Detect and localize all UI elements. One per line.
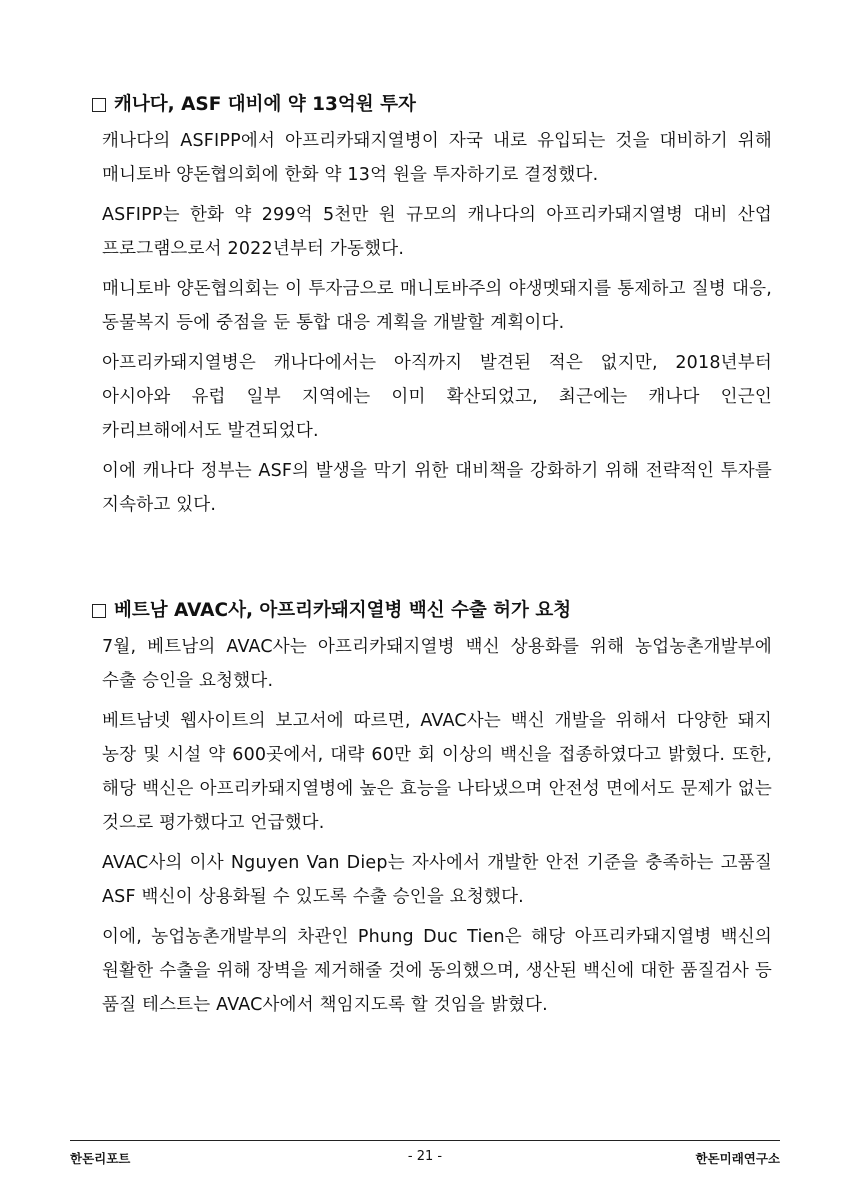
paragraph: 이에 캐나다 정부는 ASF의 발생을 막기 위한 대비책을 강화하기 위해 전략적인 투자를 지속하고 있다. <box>102 461 772 515</box>
footer-organization: 한돈미래연구소 <box>695 1151 780 1166</box>
paragraph: AVAC사의 이사 Nguyen Van Diep는 자사에서 개발한 안전 기준을 충족하는 고품질 ASF 백신이 상용화될 수 있도록 수출 승인을 요청했다. <box>102 853 772 907</box>
section-heading-text: 베트남 AVAC사, 아프리카돼지열병 백신 수출 허가 요청 <box>114 600 572 621</box>
section-heading <box>92 90 772 120</box>
paragraph: 아프리카돼지열병은 캐나다에서는 아직까지 발견된 적은 없지만, 2018년부터 아시아와 유럽 일부 지역에는 이미 확산되었고, 최근에는 캐나다 인근인 카리브해에서도 발견되었다. <box>102 353 772 441</box>
section-vietnam <box>92 596 772 1028</box>
page-number: - 21 - <box>407 1149 443 1164</box>
section-heading <box>92 596 772 626</box>
checkbox-bullet-icon <box>92 604 106 618</box>
paragraph: 베트남넷 웹사이트의 보고서에 따르면, AVAC사는 백신 개발을 위해서 다양한 돼지 농장 및 시설 약 600곳에서, 대략 60만 회 이상의 백신을 접종하였다고 밝혔다. 또한, 해당 백신은 아프리카돼지열병에 높은 효능을 나타냈으며 안전성 면에서도 문제가 없는 것으로 평가했다고 언급했다. <box>102 711 772 833</box>
footer-publication: 한돈리포트 <box>70 1151 131 1166</box>
paragraph: ASFIPP는 한화 약 299억 5천만 원 규모의 캐나다의 아프리카돼지열병 대비 산업 프로그램으로서 2022년부터 가동했다. <box>102 205 772 259</box>
checkbox-bullet-icon <box>92 98 106 112</box>
paragraph: 7월, 베트남의 AVAC사는 아프리카돼지열병 백신 상용화를 위해 농업농촌개발부에 수출 승인을 요청했다. <box>102 637 772 691</box>
paragraph: 매니토바 양돈협의회는 이 투자금으로 매니토바주의 야생멧돼지를 통제하고 질병 대응, 동물복지 등에 중점을 둔 통합 대응 계획을 개발할 계획이다. <box>102 279 772 333</box>
paragraph: 이에, 농업농촌개발부의 차관인 Phung Duc Tien은 해당 아프리카돼지열병 백신의 원활한 수출을 위해 장벽을 제거해줄 것에 동의했으며, 생산된 백신에 대한 품질검사 등 품질 테스트는 AVAC사에서 책임지도록 할 것임을 밝혔다. <box>102 927 772 1015</box>
page-footer <box>70 1140 780 1167</box>
section-heading-text: 캐나다, ASF 대비에 약 13억원 투자 <box>114 94 416 115</box>
paragraph: 캐나다의 ASFIPP에서 아프리카돼지열병이 자국 내로 유입되는 것을 대비하기 위해 매니토바 양돈협의회에 한화 약 13억 원을 투자하기로 결정했다. <box>102 131 772 185</box>
section-canada <box>92 90 772 528</box>
